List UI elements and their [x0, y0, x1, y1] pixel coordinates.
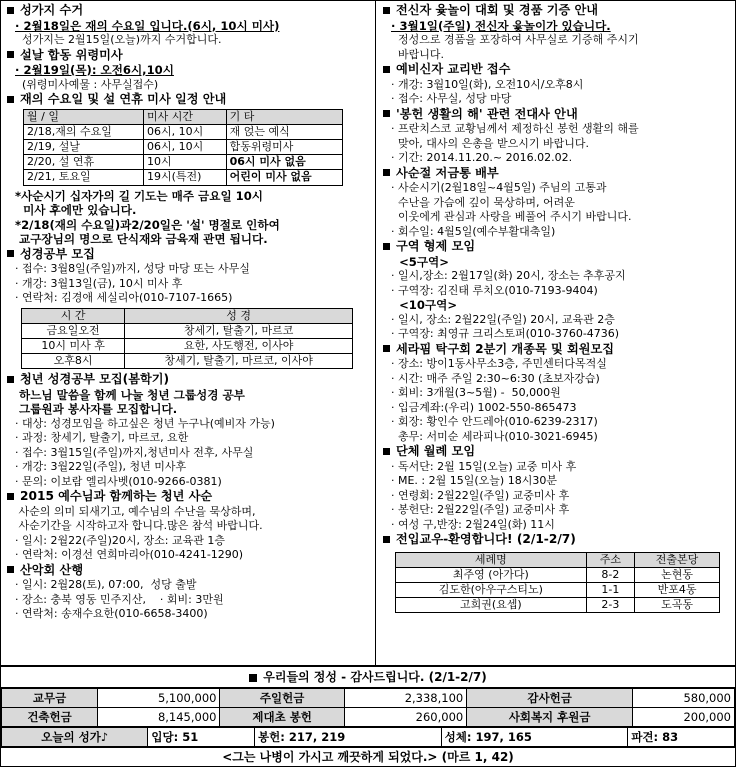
offering-label: 제대초 봉헌 [220, 708, 344, 727]
offering-amount: 200,000 [633, 708, 735, 727]
notice-line: 하느님 말씀을 함께 나눌 청년 그룹성경 공부 [15, 387, 245, 402]
notice-line: · 접수: 3월8일(주일)까지, 성당 마당 또는 사무실 [15, 262, 250, 276]
schedule-row [24, 155, 343, 170]
notice-line: 미사 후에만 있습니다. [15, 203, 137, 218]
notice-line: *2/18(재의 수요일)과2/20일은 '설' 명절로 인하여 [15, 217, 280, 232]
notice-line: · 2월19일(목): 오전6시,10시 [15, 63, 174, 77]
section-heading [381, 3, 731, 19]
notice-line: · 입금계좌:(우리) 1002-550-865473 [391, 400, 577, 414]
square-bullet-icon [383, 7, 390, 14]
schedule-cell: 재 얹는 예식 [226, 124, 342, 139]
welcome-cell: 1-1 [586, 582, 634, 597]
notice-line: 교구장님의 명으로 단식재와 금육재 관면 됩니다. [15, 232, 268, 247]
study-cell: 창세기, 탈출기, 마르코, 이사야 [125, 354, 353, 369]
welcome-cell: 반포4동 [635, 582, 720, 597]
section-heading-text: 산악회 산행 [20, 562, 84, 577]
notice-line: 수난을 가슴에 깊이 묵상하며, 어려운 [391, 195, 575, 209]
section-heading-text: 성가지 수거 [20, 3, 84, 17]
notice-line: · 일시,장소: 2월17일(화) 20시, 장소는 추후공지 [391, 269, 626, 282]
section-heading-text: 사순절 저금통 배부 [396, 165, 499, 180]
schedule-cell: 2/18,재의 수요일 [24, 124, 144, 139]
section-heading-text: 성경공부 모집 [20, 246, 95, 261]
notice-line: · 회비: 3개월(3~5월) - 50,000원 [391, 386, 561, 399]
bible-study-table [21, 308, 353, 370]
schedule-header-cell: 기 타 [226, 109, 342, 124]
section-heading-text: 구역 형제 모임 [396, 239, 476, 253]
offering-amount: 5,100,000 [98, 689, 220, 708]
schedule-cell: 19시(특전) [143, 170, 226, 185]
study-row [22, 338, 353, 353]
notice-line: · 개강: 3월22일(주일), 청년 미사후 [15, 460, 187, 474]
notice-line: · 3월1일(주일) 전신자 윷놀이가 있습니다. [391, 18, 611, 33]
offering-footer [1, 665, 735, 767]
section-heading [5, 48, 371, 64]
schedule-cell: 06시, 10시 [143, 124, 226, 139]
notice-line: 맞아, 대사의 은총을 받으시기 바랍니다. [391, 136, 589, 150]
square-bullet-icon [383, 536, 390, 543]
hymn-cell: 성체: 197, 165 [441, 728, 628, 747]
section-heading [381, 107, 731, 123]
section-heading-text: '봉헌 생활의 해' 관련 전대사 안내 [396, 106, 578, 121]
notice-line: 그룹원과 봉사자를 모집합니다. [15, 402, 178, 417]
notice-line: (위령미사예물 : 사무실접수) [15, 77, 159, 91]
notice-line: · 장소: 충북 영동 민주지산, · 회비: 3만원 [15, 592, 224, 606]
welcome-cell: 도곡동 [635, 598, 720, 613]
square-bullet-icon [383, 66, 390, 73]
schedule-header-cell: 미사 시간 [143, 109, 226, 124]
notice-line: · 접수: 사무실, 성당 마당 [391, 92, 512, 105]
study-header-row [22, 308, 353, 323]
notice-line: · 여성 구,반장: 2월24일(화) 11시 [391, 517, 555, 531]
left-column [1, 1, 376, 665]
section-heading [5, 372, 371, 388]
notice-line: · 연락처: 이경선 연희마리아(010-4241-1290) [15, 548, 244, 562]
left-notices-b [5, 189, 371, 306]
notice-line: · 개강: 3월13일(금), 10시 미사 후 [15, 276, 183, 290]
notice-line: 이웃에게 관심과 사랑을 베풀어 주시기 바랍니다. [391, 210, 632, 223]
notice-line: · 대상: 성경모임을 하고싶은 청년 누구나(예비자 가능) [15, 416, 275, 430]
square-bullet-icon [7, 376, 14, 383]
square-bullet-icon [7, 51, 14, 58]
study-header-cell: 시 간 [22, 308, 125, 323]
section-heading [381, 532, 731, 548]
square-bullet-icon [249, 674, 257, 682]
offering-label: 감사헌금 [467, 689, 633, 708]
notice-line: · 장소: 방이1동사무소3층, 주민센터다목적실 [391, 357, 607, 370]
hymn-cell: 입당: 51 [148, 728, 255, 747]
offering-amount: 260,000 [344, 708, 466, 727]
square-bullet-icon [7, 493, 14, 500]
offering-title [1, 665, 735, 688]
left-notices-c [5, 372, 371, 622]
offering-label: 주일헌금 [220, 689, 344, 708]
hymn-table [1, 727, 735, 747]
notice-line: 성가지는 2월15일(오늘)까지 수거합니다. [15, 33, 222, 46]
notice-line: · 연령회: 2월22일(주일) 교중미사 후 [391, 488, 570, 502]
study-cell: 창세기, 탈출기, 마르코 [125, 323, 353, 338]
offering-row [2, 689, 735, 708]
offering-label: 사회복지 후원금 [467, 708, 633, 727]
notice-line: · 회수일: 4월5일(예수부활대축일) [391, 224, 556, 238]
study-row [22, 323, 353, 338]
schedule-row [24, 170, 343, 185]
notice-line: · 기간: 2014.11.20.~ 2016.02.02. [391, 151, 573, 164]
study-row [22, 354, 353, 369]
notice-line: 사순기간을 시작하고자 합니다.많은 참석 바랍니다. [15, 519, 263, 533]
notice-line: *사순시기 십자가의 길 기도는 매주 금요일 10시 [15, 188, 264, 203]
schedule-cell: 합동위령미사 [226, 139, 342, 154]
square-bullet-icon [383, 243, 390, 250]
notice-line: · ME. : 2월 15일(오늘) 18시30분 [391, 474, 557, 487]
notice-line: · 봉헌단: 2월22일(주일) 교중미사 후 [391, 503, 570, 516]
hymn-cell: 오늘의 성가♪ [2, 728, 148, 747]
square-bullet-icon [7, 96, 14, 103]
notice-line: · 독서단: 2월 15일(오늘) 교중 미사 후 [391, 459, 577, 473]
gospel-quote: <그는 나병이 가시고 깨끗하게 되었다.> (마르 1, 42) [1, 747, 735, 767]
offering-label: 교무금 [2, 689, 98, 708]
notice-line: 바랍니다. [391, 47, 444, 61]
notice-line: · 시간: 매주 주일 2:30~6:30 (초보자강습) [391, 371, 600, 385]
schedule-cell: 어린이 미사 없음 [226, 170, 342, 185]
offering-label: 건축헌금 [2, 708, 98, 727]
square-bullet-icon [383, 110, 390, 117]
square-bullet-icon [7, 250, 14, 257]
schedule-cell: 2/21, 토요일 [24, 170, 144, 185]
square-bullet-icon [7, 566, 14, 573]
offering-table [1, 688, 735, 727]
section-heading [5, 92, 371, 108]
notice-line: · 일시: 2월22(주일)20시, 장소: 교육관 1층 [15, 533, 225, 547]
notice-line: · 사순시기(2월18일~4월5일) 주님의 고통과 [391, 181, 607, 194]
section-heading-text: 청년 성경공부 모집(봄학기) [20, 372, 170, 387]
study-body [22, 323, 353, 369]
notice-line: · 구역장: 최영규 크리스토퍼(010-3760-4736) [391, 327, 620, 340]
welcome-cell: 2-3 [586, 598, 634, 613]
notice-line: · 연락처: 김경애 세실리아(010-7107-1665) [15, 291, 233, 305]
welcome-row [396, 582, 720, 597]
notice-line: · 과정: 창세기, 탈출기, 마르코, 요한 [15, 431, 189, 445]
schedule-header-row [24, 109, 343, 124]
welcome-row [396, 567, 720, 582]
notice-line: · 2월18일은 재의 수요일 입니다.(6시, 10시 미사) [15, 18, 280, 33]
section-heading-text: 재의 수요일 및 설 연휴 미사 일정 안내 [20, 92, 227, 106]
welcome-header-row [396, 552, 720, 567]
welcome-body [396, 567, 720, 613]
hymn-cell: 봉헌: 217, 219 [255, 728, 442, 747]
section-heading-text: 전입교우-환영합니다! (2/1-2/7) [396, 532, 576, 546]
section-heading-text: 단체 월례 모임 [396, 444, 476, 458]
notice-line: · 프란치스코 교황님께서 제정하신 봉헌 생활의 해를 [391, 122, 639, 135]
section-heading [5, 3, 371, 19]
new-parishioner-table [395, 552, 720, 614]
notice-line: · 구역장: 김진태 루치오(010-7193-9404) [391, 283, 598, 297]
study-cell: 금요일오전 [22, 323, 125, 338]
right-column [377, 1, 735, 665]
section-heading [381, 62, 731, 78]
square-bullet-icon [7, 7, 14, 14]
offering-title-text: 우리들의 정성 - 감사드립니다. (2/1-2/7) [263, 670, 487, 684]
section-heading [381, 166, 731, 182]
section-heading-text: 예비신자 교리반 접수 [396, 62, 511, 76]
schedule-header-cell: 월 / 일 [24, 109, 144, 124]
welcome-header-cell: 주소 [586, 552, 634, 567]
square-bullet-icon [383, 448, 390, 455]
notice-line: · 일시: 2월28(토), 07:00, 성당 출발 [15, 578, 197, 592]
welcome-cell: 김도한(아우구스티노) [396, 582, 587, 597]
welcome-header-cell: 전출본당 [635, 552, 720, 567]
section-heading [381, 342, 731, 358]
schedule-cell: 2/19, 설날 [24, 139, 144, 154]
schedule-row [24, 139, 343, 154]
section-heading [5, 489, 371, 505]
section-heading-text: 전신자 윷놀이 대회 및 경품 기증 안내 [396, 3, 599, 17]
offering-amount: 2,338,100 [344, 689, 466, 708]
section-heading [5, 563, 371, 579]
square-bullet-icon [383, 345, 390, 352]
notice-line: <10구역> [391, 298, 458, 312]
schedule-cell: 2/20, 설 연휴 [24, 155, 144, 170]
offering-row [2, 708, 735, 727]
offering-amount: 580,000 [633, 689, 735, 708]
welcome-cell: 최주영 (아가다) [396, 567, 587, 582]
notice-line: · 접수: 3월15일(주일)까지,청년미사 전후, 사무실 [15, 445, 254, 459]
welcome-row [396, 598, 720, 613]
schedule-cell: 10시 [143, 155, 226, 170]
schedule-body [24, 124, 343, 185]
notice-line: · 회장: 황인수 안드레아(010-6239-2317) [391, 415, 598, 428]
mass-schedule-table [23, 109, 343, 186]
section-heading [381, 444, 731, 460]
section-heading-text: 설날 합동 위령미사 [20, 47, 123, 62]
study-cell: 10시 미사 후 [22, 338, 125, 353]
study-header-cell: 성 경 [125, 308, 353, 323]
notice-line: · 일시, 장소: 2월22일(주일) 20시, 교육관 2층 [391, 312, 615, 326]
hymn-cell: 파견: 83 [628, 728, 735, 747]
welcome-cell: 8-2 [586, 567, 634, 582]
schedule-cell: 06시 미사 없음 [226, 155, 342, 170]
section-heading [5, 247, 371, 263]
offering-amount: 8,145,000 [98, 708, 220, 727]
notice-line: · 문의: 이보람 엘리사벳(010-9266-0381) [15, 474, 222, 488]
welcome-cell: 논현동 [635, 567, 720, 582]
notice-line: · 연락처: 송재수요한(010-6658-3400) [15, 607, 208, 621]
study-cell: 오후8시 [22, 354, 125, 369]
schedule-cell: 06시, 10시 [143, 139, 226, 154]
right-notices [381, 3, 731, 548]
section-heading-text: 2015 예수님과 함께하는 청년 사순 [20, 489, 213, 504]
left-notices-a [5, 3, 371, 108]
notice-line: 총무: 서미순 세라피나(010-3021-6945) [391, 429, 598, 443]
notice-line: 정성으로 경품을 포장하여 사무실로 기증해 주시기 [391, 33, 639, 46]
schedule-row [24, 124, 343, 139]
notice-line: <5구역> [391, 254, 449, 269]
welcome-cell: 고희권(요셉) [396, 598, 587, 613]
welcome-header-cell: 세례명 [396, 552, 587, 567]
study-cell: 요한, 사도행전, 이사야 [125, 338, 353, 353]
notice-line: · 개강: 3월10일(화), 오전10시/오후8시 [391, 77, 584, 91]
section-heading [381, 239, 731, 255]
square-bullet-icon [383, 169, 390, 176]
section-heading-text: 세라핌 탁구회 2분기 개종목 및 회원모집 [396, 341, 615, 356]
notice-line: 사순의 의미 되새기고, 예수님의 수난을 묵상하며, [15, 504, 256, 518]
